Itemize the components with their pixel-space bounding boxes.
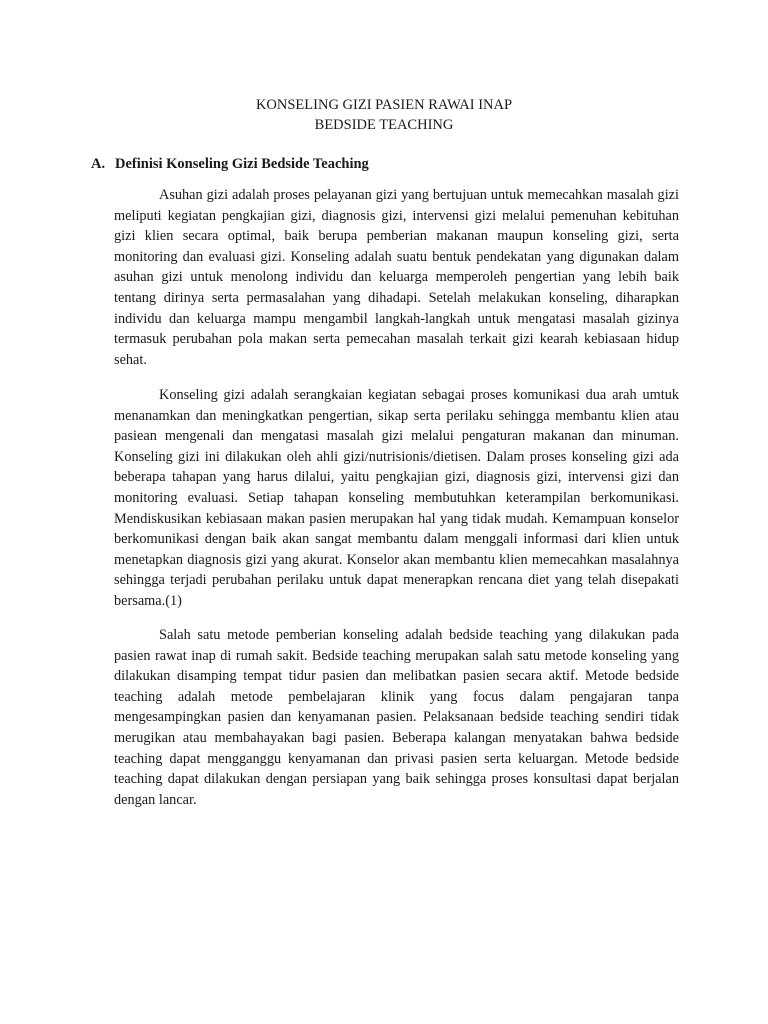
- paragraph-2: Konseling gizi adalah serangkaian kegiatan sebagai proses komunikasi dua arah umtuk menanamkan dan meningkatkan pengertian, sikap serta perilaku sehingga membantu klien atau pasiean mengenali dan mengatasi masalah gizi melalui pengaturan makanan dan minuman. Konseling gizi ini dilakukan oleh ahli gizi/nutrisionis/dietisen. Dalam proses konseling gizi ada beberapa tahapan yang harus dilalui, yaitu pengkajian gizi, diagnosis gizi, intervensi gizi dan monitoring evaluasi. Setiap tahapan konseling membutuhkan keterampilan berkomunikasi. Mendiskusikan kebiasaan makan pasien merupakan hal yang tidak mudah. Kemampuan konselor berkomunikasi dengan baik akan sangat membantu dalam menggali informasi dari klien untuk menetapkan diagnosis gizi yang akurat. Konselor akan membantu klien memecahkan masalahnya sehingga terjadi perubahan perilaku untuk dapat menerapkan rencana diet yang telah disepakati bersama.(1): [114, 387, 679, 609]
- title-line-1: KONSELING GIZI PASIEN RAWAI INAP: [255, 97, 513, 113]
- paragraph-3-block: [114, 625, 679, 822]
- paragraph-3: Salah satu metode pemberian konseling adalah bedside teaching yang dilakukan pada pasien rawat inap di rumah sakit. Bedside teaching merupakan salah satu metode konseling yang dilakukan disamping tempat tidur pasien dan melibatkan pasien secara aktif. Metode bedside teaching adalah metode pembelajaran klinik yang focus dalam pengajaran tanpa mengesampingkan pasien dan kenyamanan pasien. Pelaksanaan bedside teaching sendiri tidak merugikan atau membahayakan bagi pasien. Beberapa kalangan menyatakan bahwa bedside teaching dapat mengganggu kenyamanan dan privasi pasien serta keluargan. Metode bedside teaching dapat dilakukan dengan persiapan yang baik sehingga proses konsultasi dapat berjalan dengan lancar.: [114, 627, 679, 808]
- document-title: [0, 95, 768, 135]
- paragraph-1: Asuhan gizi adalah proses pelayanan gizi yang bertujuan untuk memecahkan masalah gizi meliputi kegiatan pengkajian gizi, diagnosis gizi, intervensi gizi melalui pemenuhan kebituhan gizi klien secara optimal, baik berupa pemberian makanan maupun konseling gizi, serta monitoring dan evaluasi gizi. Konseling adalah suatu bentuk pendekatan yang digunakan dalam asuhan gizi untuk menolong individu dan keluarga memperoleh pengertian yang lebih baik tentang dirinya serta permasalahan yang dihadapi. Setelah melakukan konseling, diharapkan individu dan keluarga mampu mengambil langkah-langkah untuk mengatasi masalah gizinya termasuk perubahan pola makan serta pemecahan masalah terkait gizi kearah kebiasaan hidup sehat.: [114, 187, 679, 368]
- section-marker: A.: [91, 156, 106, 172]
- section-heading: [91, 154, 369, 174]
- section-heading-text: Definisi Konseling Gizi Bedside Teaching: [115, 156, 369, 172]
- title-line-2: BEDSIDE TEACHING: [314, 117, 454, 133]
- paragraph-2-block: [114, 385, 679, 624]
- paragraph-1-block: [114, 185, 679, 382]
